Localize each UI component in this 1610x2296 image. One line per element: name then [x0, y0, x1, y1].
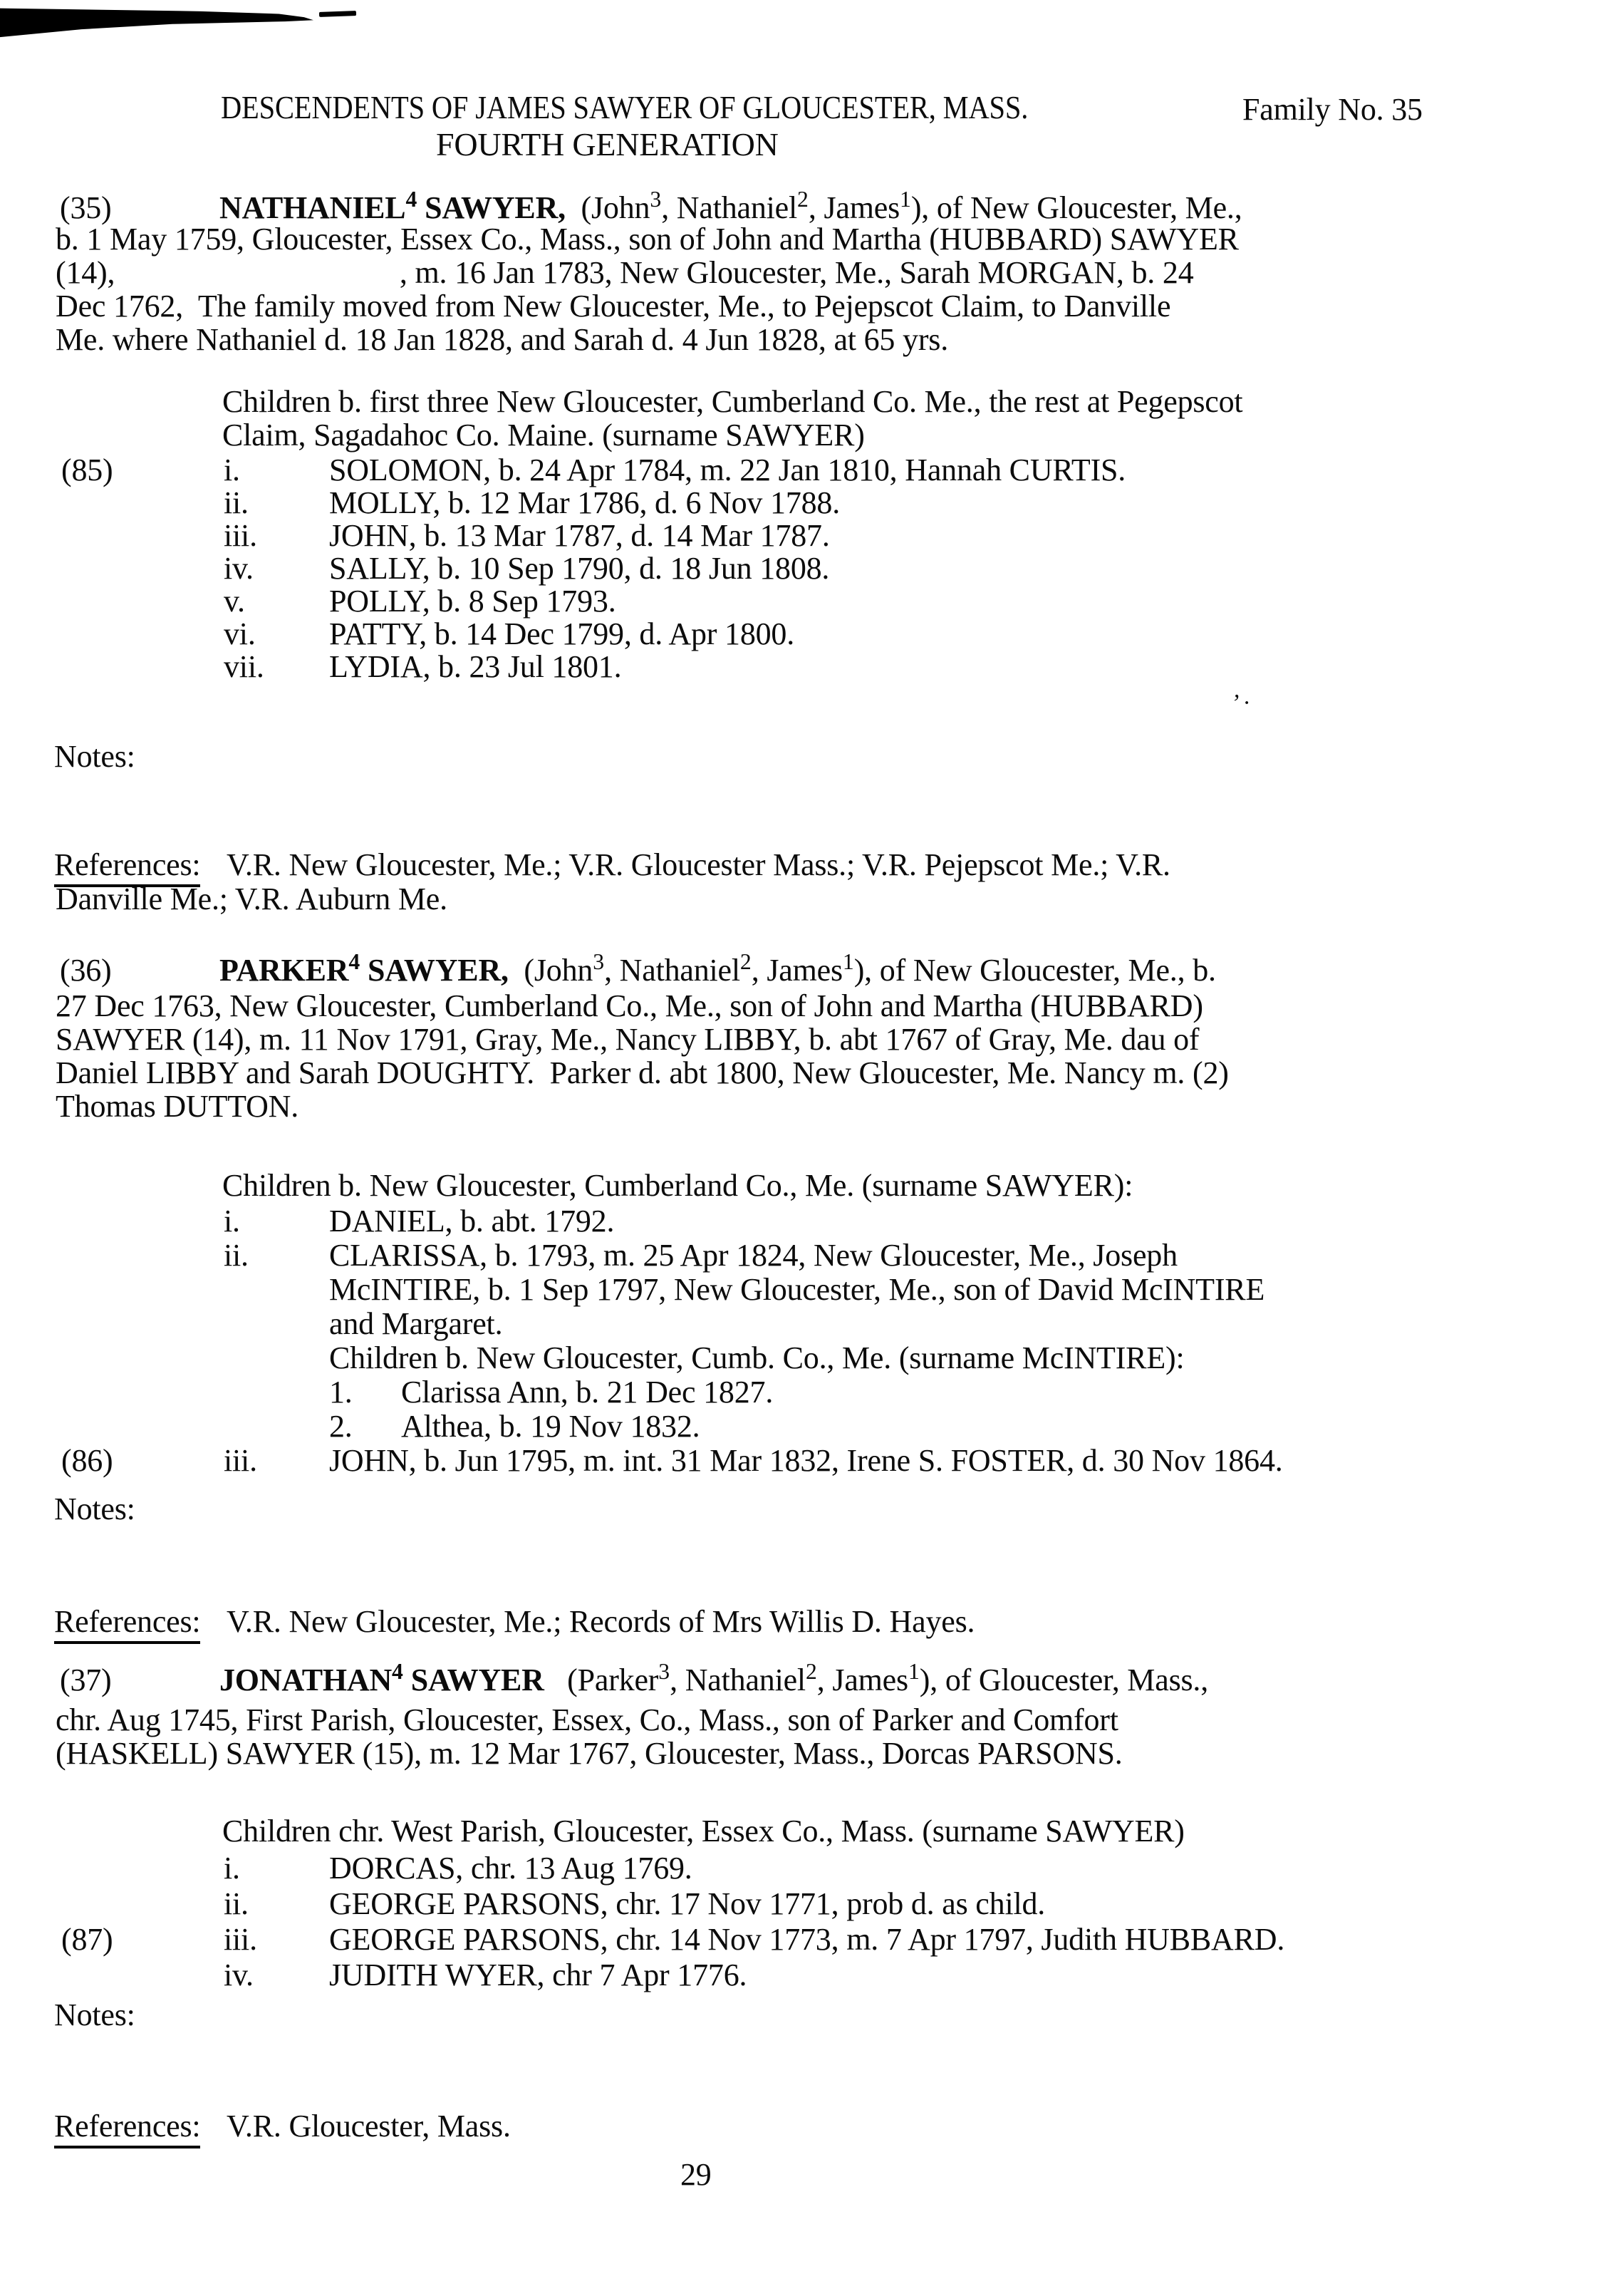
references-text-line2: Danville Me.; V.R. Auburn Me.: [56, 881, 447, 916]
child-entry-continuation: [0, 1305, 1610, 1340]
references-text: V.R. New Gloucester, Me.; Records of Mrs Willis D. Hayes.: [227, 1604, 975, 1639]
family-35-paragraph: [56, 222, 1525, 356]
child-roman-numeral: i.: [224, 453, 240, 487]
child-roman-numeral: iv.: [224, 551, 254, 586]
child-text: JOHN, b. 13 Mar 1787, d. 14 Mar 1787.: [329, 518, 830, 553]
child-entry: [0, 1886, 1610, 1921]
child-entry: [0, 1203, 1610, 1237]
references-label: References:: [54, 2108, 200, 2148]
references-label: References:: [54, 1603, 200, 1644]
child-entry: [0, 485, 1610, 520]
generation-superscript: 4: [348, 949, 360, 975]
grandchild-text: Althea, b. 19 Nov 1832.: [401, 1409, 700, 1444]
child-text: GEORGE PARSONS, chr. 17 Nov 1771, prob d. as child.: [329, 1886, 1046, 1921]
child-text: SALLY, b. 10 Sep 1790, d. 18 Jun 1808.: [329, 551, 830, 586]
grandchild-text: Clarissa Ann, b. 21 Dec 1827.: [401, 1375, 774, 1410]
child-entry: [0, 1442, 1610, 1477]
children-intro-line: Claim, Sagadahoc Co. Maine. (surname SAWYER): [222, 418, 865, 453]
family-id: (37): [60, 1662, 112, 1697]
children-intro-line: Children b. New Gloucester, Cumberland Co., Me. (surname SAWYER):: [222, 1168, 1133, 1203]
child-roman-numeral: i.: [224, 1851, 240, 1886]
page-number: 29: [680, 2157, 712, 2192]
child-text: CLARISSA, b. 1793, m. 25 Apr 1824, New Gloucester, Me., Joseph: [329, 1238, 1178, 1273]
family-name: [219, 949, 1216, 988]
grandchild-entry: [0, 1374, 1610, 1408]
child-entry: [0, 648, 1610, 684]
child-roman-numeral: i.: [224, 1204, 240, 1239]
child-roman-numeral: iv.: [224, 1958, 254, 1992]
child-text-continuation: and Margaret.: [329, 1306, 503, 1341]
children-intro-37: [222, 1814, 1525, 1848]
references-section-37: [0, 2108, 1610, 2179]
references-text: V.R. Gloucester, Mass.: [227, 2109, 511, 2144]
child-roman-numeral: vi.: [224, 616, 256, 651]
scan-artifact-dash: [319, 11, 356, 17]
children-list-36: [0, 1203, 1610, 1477]
child-entry: [0, 616, 1610, 651]
family-lineage: (Parker$^3$, Nathaniel$^2$, James$^1$), of Gloucester, Mass.,: [544, 1659, 1209, 1697]
notes-label: Notes:: [54, 739, 135, 774]
paragraph-line: (HASKELL) SAWYER (15), m. 12 Mar 1767, Gloucester, Mass., Dorcas PARSONS.: [56, 1736, 1123, 1771]
child-text-continuation: McINTIRE, b. 1 Sep 1797, New Gloucester, Me., son of David McINTIRE: [329, 1272, 1265, 1307]
grandchildren-intro-text: Children b. New Gloucester, Cumb. Co., Me. (surname McINTIRE):: [329, 1340, 1185, 1375]
generation-superscript: 4: [392, 1659, 403, 1685]
child-text: JOHN, b. Jun 1795, m. int. 31 Mar 1832, Irene S. FOSTER, d. 30 Nov 1864.: [329, 1443, 1283, 1478]
child-entry: [0, 550, 1610, 586]
family-name: [219, 1659, 1209, 1698]
child-ref-number: (86): [61, 1443, 113, 1478]
child-entry: [0, 1957, 1610, 1992]
family-36-paragraph: [56, 989, 1525, 1123]
child-roman-numeral: vii.: [224, 649, 264, 684]
children-intro-line: Children chr. West Parish, Gloucester, Essex Co., Mass. (surname SAWYER): [222, 1814, 1185, 1848]
child-text: JUDITH WYER, chr 7 Apr 1776.: [329, 1958, 747, 1992]
children-intro-35: [222, 385, 1525, 452]
child-text: LYDIA, b. 23 Jul 1801.: [329, 649, 622, 684]
child-entry: [0, 583, 1610, 619]
child-roman-numeral: ii.: [224, 1886, 249, 1921]
child-ref-number: (87): [61, 1922, 113, 1957]
paragraph-line: SAWYER (14), m. 11 Nov 1791, Gray, Me., Nancy LIBBY, b. abt 1767 of Gray, Me. dau of: [56, 1022, 1200, 1057]
family-heading-36: [0, 949, 1610, 992]
grandchildren-intro: [0, 1340, 1610, 1374]
paragraph-line: Daniel LIBBY and Sarah DOUGHTY. Parker d. abt 1800, New Gloucester, Me. Nancy m. (2): [56, 1055, 1229, 1090]
child-entry-continuation: [0, 1271, 1610, 1305]
children-intro-36: [222, 1169, 1525, 1202]
family-name-bold: JONATHAN$^4$ SAWYER: [219, 1659, 544, 1697]
child-text: PATTY, b. 14 Dec 1799, d. Apr 1800.: [329, 616, 795, 651]
family-name-bold: NATHANIEL$^4$ SAWYER,: [219, 187, 566, 225]
children-list-35: [0, 452, 1610, 684]
child-entry: [0, 1237, 1610, 1271]
child-roman-numeral: v.: [224, 584, 245, 619]
child-entry: [0, 517, 1610, 553]
child-text: POLLY, b. 8 Sep 1793.: [329, 584, 616, 619]
references-text: V.R. New Gloucester, Me.; V.R. Gloucester Mass.; V.R. Pejepscot Me.; V.R.: [227, 847, 1170, 882]
generation-superscript: 4: [405, 187, 417, 212]
paragraph-line: b. 1 May 1759, Gloucester, Essex Co., Mass., son of John and Martha (HUBBARD) SAWYER: [56, 222, 1239, 257]
child-roman-numeral: ii.: [224, 485, 249, 520]
child-entry: [0, 452, 1610, 485]
grandchild-number: 2.: [329, 1409, 353, 1444]
grandchild-entry: [0, 1408, 1610, 1442]
child-text: MOLLY, b. 12 Mar 1786, d. 6 Nov 1788.: [329, 485, 841, 520]
family-heading-37: [0, 1659, 1610, 1702]
child-entry: [0, 1921, 1610, 1957]
scan-artifact-mark: ’·: [1231, 690, 1254, 716]
references-label: References:: [54, 847, 200, 887]
children-intro-line: Children b. first three New Gloucester, Cumberland Co. Me., the rest at Pegepscot: [222, 384, 1243, 419]
header-row: [0, 88, 1610, 131]
family-id: (35): [60, 190, 112, 225]
paragraph-line: (14), , m. 16 Jan 1783, New Gloucester, Me., Sarah MORGAN, b. 24: [56, 255, 1194, 290]
family-name: [219, 187, 1242, 226]
paragraph-line: 27 Dec 1763, New Gloucester, Cumberland Co., Me., son of John and Martha (HUBBARD): [56, 988, 1203, 1023]
family-37-paragraph: [56, 1703, 1525, 1770]
child-roman-numeral: iii.: [224, 1922, 257, 1957]
family-lineage: (John$^3$, Nathaniel$^2$, James$^1$), of New Gloucester, Me.,: [565, 187, 1242, 225]
document-title: DESCENDENTS OF JAMES SAWYER OF GLOUCESTER, MASS.: [221, 89, 1029, 125]
family-id: (36): [60, 953, 112, 988]
child-roman-numeral: ii.: [224, 1238, 249, 1273]
child-text: DORCAS, chr. 13 Aug 1769.: [329, 1851, 692, 1886]
paragraph-line: Thomas DUTTON.: [56, 1089, 299, 1124]
child-text: DANIEL, b. abt. 1792.: [329, 1204, 615, 1239]
family-number-label: Family No. 35: [1242, 92, 1423, 127]
family-lineage: (John$^3$, Nathaniel$^2$, James$^1$), of New Gloucester, Me., b.: [508, 949, 1216, 988]
generation-subtitle: FOURTH GENERATION: [436, 126, 779, 162]
notes-label: Notes:: [54, 1491, 135, 1526]
child-text: GEORGE PARSONS, chr. 14 Nov 1773, m. 7 Apr 1797, Judith HUBBARD.: [329, 1922, 1285, 1957]
scan-artifact-wedge: [0, 6, 313, 38]
paragraph-line: chr. Aug 1745, First Parish, Gloucester, Essex, Co., Mass., son of Parker and Comfort: [56, 1702, 1118, 1737]
child-text: SOLOMON, b. 24 Apr 1784, m. 22 Jan 1810, Hannah CURTIS.: [329, 453, 1126, 487]
child-ref-number: (85): [61, 453, 113, 487]
child-entry: [0, 1850, 1610, 1886]
grandchild-number: 1.: [329, 1375, 353, 1410]
notes-label: Notes:: [54, 1997, 135, 2032]
children-list-37: [0, 1850, 1610, 1992]
child-roman-numeral: iii.: [224, 518, 257, 553]
references-section-35: [0, 847, 1610, 918]
family-name-bold: PARKER$^4$ SAWYER,: [219, 949, 509, 988]
paragraph-line: Me. where Nathaniel d. 18 Jan 1828, and Sarah d. 4 Jun 1828, at 65 yrs.: [56, 322, 948, 357]
paragraph-line: Dec 1762, The family moved from New Gloucester, Me., to Pejepscot Claim, to Danville: [56, 289, 1171, 324]
child-roman-numeral: iii.: [224, 1443, 257, 1478]
